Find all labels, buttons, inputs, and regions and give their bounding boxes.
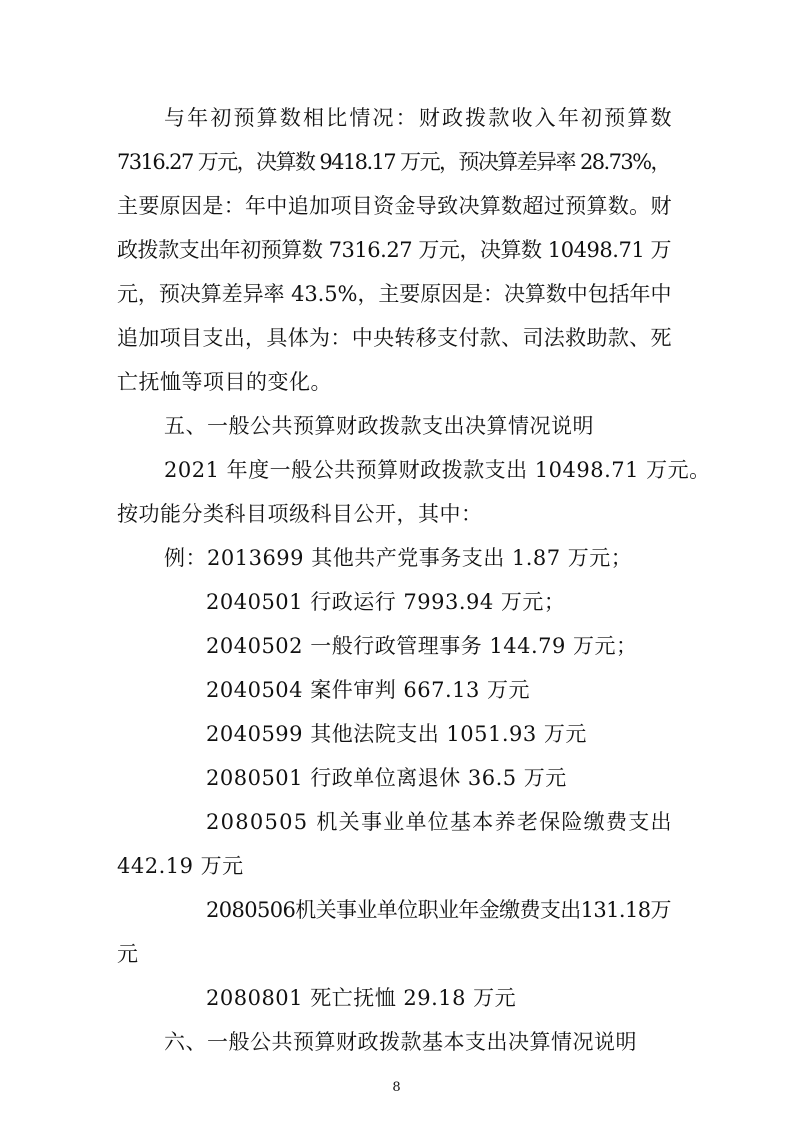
paragraph-line: 主要原因是：年中追加项目资金导致决算数超过预算数。财 bbox=[117, 194, 672, 218]
page-number: 8 bbox=[392, 1080, 401, 1095]
paragraph-line: 与年初预算数相比情况：财政拨款收入年初预算数 bbox=[164, 106, 674, 130]
list-item: 2040502 一般行政管理事务 144.79 万元； bbox=[206, 634, 638, 658]
section-heading: 六、一般公共预算财政拨款基本支出决算情况说明 bbox=[164, 1030, 637, 1054]
list-item: 2040504 案件审判 667.13 万元 bbox=[206, 678, 531, 702]
paragraph-line: 亡抚恤等项目的变化。 bbox=[117, 370, 332, 394]
list-item: 2040501 行政运行 7993.94 万元； bbox=[206, 590, 566, 614]
paragraph-line: 政拨款支出年初预算数 7316.27 万元，决算数 10498.71 万 bbox=[117, 238, 672, 262]
list-item: 2080506机关事业单位职业年金缴费支出131.18万 bbox=[206, 898, 671, 922]
list-item: 2080801 死亡抚恤 29.18 万元 bbox=[206, 986, 517, 1010]
paragraph-line: 元，预决算差异率 43.5%，主要原因是：决算数中包括年中 bbox=[117, 282, 672, 306]
list-item: 2040599 其他法院支出 1051.93 万元 bbox=[206, 722, 587, 746]
section-heading: 五、一般公共预算财政拨款支出决算情况说明 bbox=[164, 414, 594, 438]
list-item: 2080501 行政单位离退休 36.5 万元 bbox=[206, 766, 567, 790]
list-item-continuation: 442.19 万元 bbox=[117, 854, 244, 878]
paragraph-line: 按功能分类科目项级科目公开，其中： bbox=[117, 502, 483, 526]
list-item: 2080505 机关事业单位基本养老保险缴费支出 bbox=[206, 810, 673, 834]
list-item: 例：2013699 其他共产党事务支出 1.87 万元； bbox=[164, 546, 633, 570]
paragraph-line: 2021 年度一般公共预算财政拨款支出 10498.71 万元。 bbox=[164, 458, 711, 482]
paragraph-line: 追加项目支出，具体为：中央转移支付款、司法救助款、死 bbox=[117, 326, 672, 350]
list-item-continuation: 元 bbox=[117, 942, 139, 966]
paragraph-line: 7316.27 万元，决算数 9418.17 万元，预决算差异率 28.73%， bbox=[117, 150, 670, 174]
